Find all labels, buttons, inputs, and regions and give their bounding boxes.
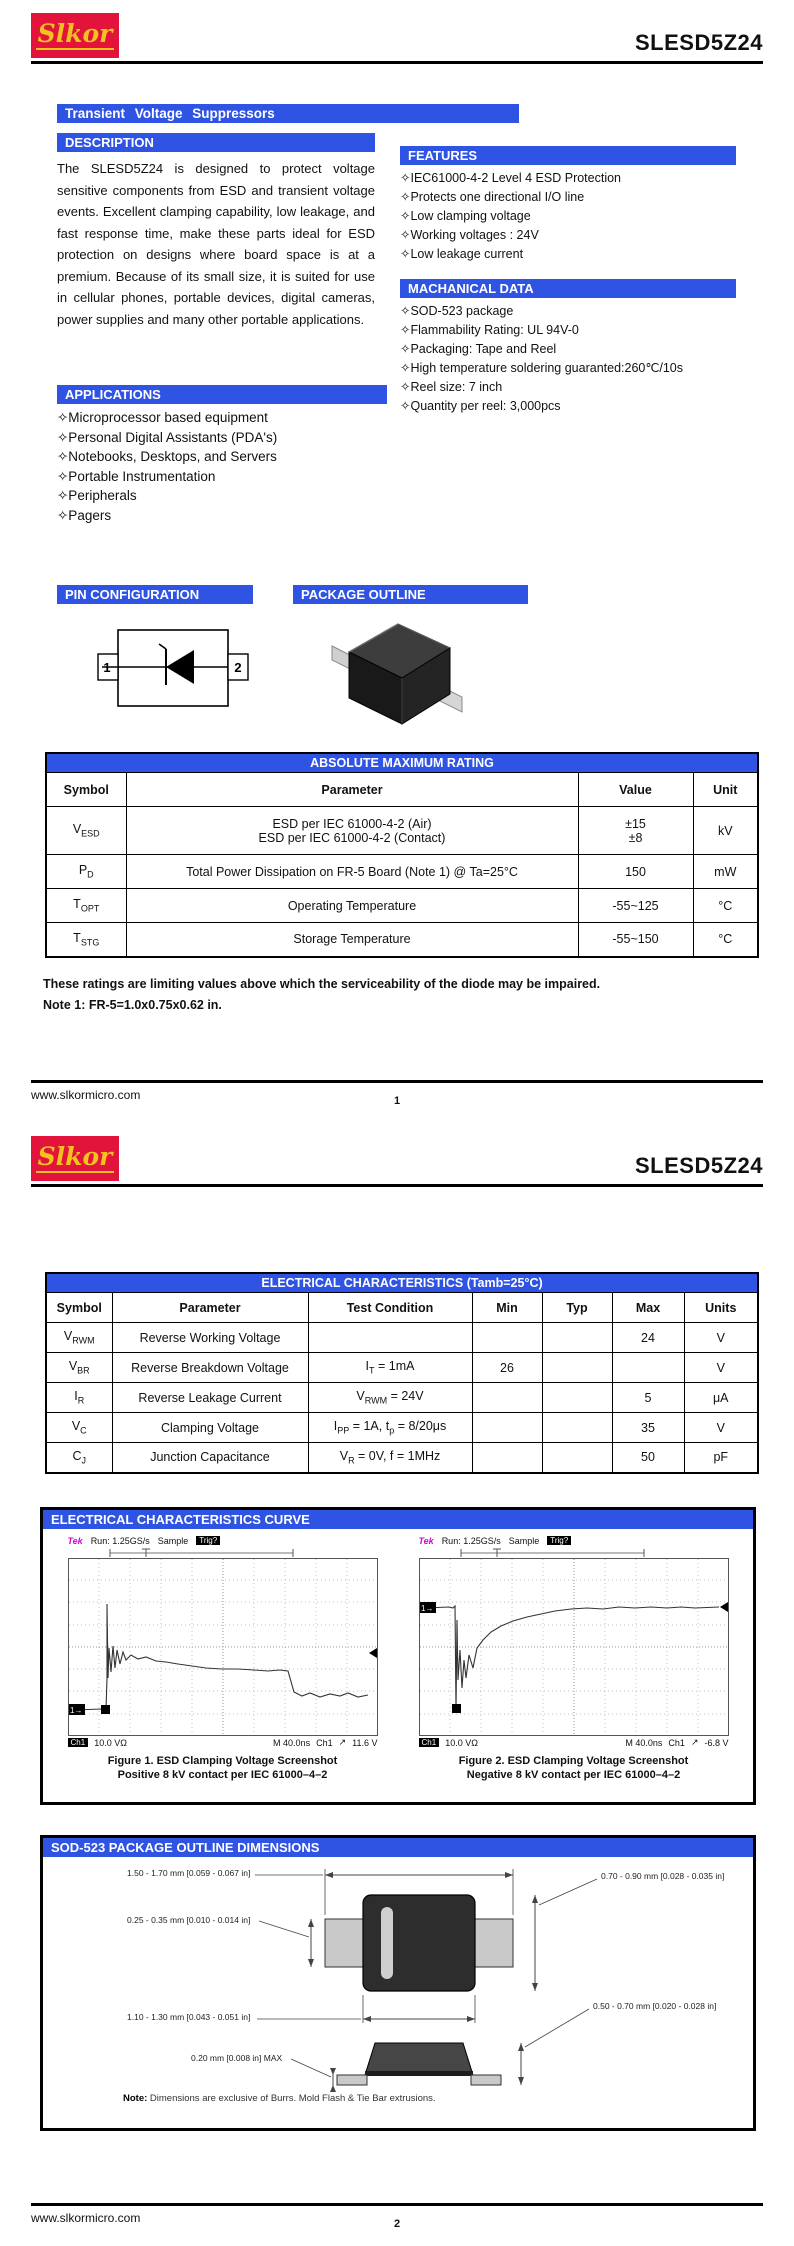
symbol-cell: $T_{STG}$	[46, 923, 126, 957]
min-cell: 26	[472, 1353, 542, 1383]
mechanical-title: MACHANICAL DATA	[400, 279, 736, 298]
absolute-maximum-rating-table	[45, 752, 759, 958]
feature-item: ✧Protects one directional I/O line	[400, 190, 585, 204]
parameter-cell: Reverse Working Voltage	[112, 1323, 308, 1353]
elec-header-typ: Typ	[542, 1293, 612, 1323]
parameter-cell: ESD per IEC 61000-4-2 (Air) ESD per IEC 61000-4-2 (Contact)	[126, 807, 578, 855]
figure-1	[53, 1534, 392, 1782]
table-row	[46, 889, 758, 923]
footer-website: www.slkormicro.com	[31, 2211, 141, 2225]
abs-header-unit: Unit	[693, 773, 758, 807]
feature-item: ✧Low leakage current	[400, 247, 524, 261]
typ-cell	[542, 1443, 612, 1473]
test-condition-cell: $V_R = 0V$, f = 1MHz	[308, 1443, 472, 1473]
abs-max-table-title: ABSOLUTE MAXIMUM RATING	[46, 753, 758, 773]
channel-marker: 1→	[69, 1706, 82, 1715]
footer-rule	[31, 1080, 763, 1083]
trigger-slope-icon: ↗	[690, 1737, 699, 1747]
elec-header-symbol: Symbol	[46, 1293, 112, 1323]
scope-trigger-level: -6.8 V	[704, 1737, 729, 1748]
feature-item: ✧Low clamping voltage	[400, 209, 531, 223]
feature-item: ✧IEC61000-4-2 Level 4 ESD Protection	[400, 171, 622, 185]
package-dimensions-section	[40, 1835, 756, 2131]
table-row	[46, 1353, 758, 1383]
oscilloscope-graticule-fig1	[68, 1558, 378, 1736]
min-cell	[472, 1413, 542, 1443]
characteristics-curve-section	[40, 1507, 756, 1805]
trigger-position-bar	[419, 1547, 729, 1558]
scope-trig-status: Trig?	[547, 1536, 571, 1545]
figure-1-caption: Figure 1. ESD Clamping Voltage Screenshot Positive 8 kV contact per IEC 61000–4–2	[107, 1755, 338, 1781]
scope-header	[419, 1534, 729, 1547]
applications-list	[57, 408, 387, 525]
table-row	[46, 1413, 758, 1443]
mechanical-list	[400, 302, 736, 416]
package-dimensions-drawing	[43, 1857, 753, 2115]
application-item: ✧Microprocessor based equipment	[57, 410, 268, 425]
features-list	[400, 169, 736, 264]
symbol-cell: $T_{OPT}$	[46, 889, 126, 923]
application-item: ✧Notebooks, Desktops, and Servers	[57, 449, 277, 464]
symbol-cell: $V_{ESD}$	[46, 807, 126, 855]
oscilloscope-graticule-fig2	[419, 1558, 729, 1736]
value-cell: -55~125	[578, 889, 693, 923]
typ-cell	[542, 1383, 612, 1413]
scope-trig-status: Trig?	[196, 1536, 220, 1545]
test-condition-cell: $I_T = 1mA$	[308, 1353, 472, 1383]
table-row	[46, 923, 758, 957]
application-item: ✧Pagers	[57, 507, 112, 523]
typ-cell	[542, 1323, 612, 1353]
features-section	[400, 146, 736, 416]
subtitle-banner: Transient Voltage Suppressors	[57, 104, 519, 123]
package-dimensions-title: SOD-523 PACKAGE OUTLINE DIMENSIONS	[43, 1838, 753, 1857]
page-2	[0, 1123, 794, 2246]
figure-2-caption: Figure 2. ESD Clamping Voltage Screenshot Negative 8 kV contact per IEC 61000–4–2	[458, 1755, 689, 1781]
max-cell: 5	[612, 1383, 684, 1413]
scope-scale-readout	[68, 1736, 378, 1749]
description-body: The SLESD5Z24 is designed to protect voltage sensitive components from ESD and transient voltage events. Excellent clamping capability, low leakage, and fast response time, make these parts ideal for ESD protection on designs where board space is at a premium. Because of its small size, it is suited for use in cellular phones, portable devices, digital cameras, power supplies and many other portable applications.	[57, 161, 375, 327]
header-rule	[31, 1184, 763, 1187]
abs-header-symbol: Symbol	[46, 773, 126, 807]
logo-text: Slkor	[36, 1144, 115, 1173]
value-cell: ±15 ±8	[578, 807, 693, 855]
min-cell	[472, 1443, 542, 1473]
elec-header-max: Max	[612, 1293, 684, 1323]
scope-channel: Ch1	[68, 1738, 89, 1747]
unit-cell: °C	[693, 889, 758, 923]
symbol-cell: $C_J$	[46, 1443, 112, 1473]
features-title: FEATURES	[400, 146, 736, 165]
logo-text: Slkor	[36, 21, 115, 50]
mechanical-item: ✧High temperature soldering guaranted:260℃/10s	[400, 361, 684, 375]
symbol-cell: $V_{RWM}$	[46, 1323, 112, 1353]
abs-header-parameter: Parameter	[126, 773, 578, 807]
footer-website: www.slkormicro.com	[31, 1088, 141, 1102]
test-condition-cell: $V_{RWM} = 24V$	[308, 1383, 472, 1413]
electrical-characteristics-table	[45, 1272, 759, 1474]
applications-title: APPLICATIONS	[57, 385, 387, 404]
scope-mode: Sample	[508, 1535, 540, 1546]
units-cell: pF	[684, 1443, 758, 1473]
package-outline-image	[322, 606, 472, 741]
scope-trigger-level: 11.6 V	[352, 1737, 378, 1748]
dim-lead-width-label: 0.25 - 0.35 mm [0.010 - 0.014 in]	[127, 1915, 251, 1925]
max-cell: 24	[612, 1323, 684, 1353]
test-condition-cell: $I_{PP} = 1A$, $t_p = 8/20\mu s$	[308, 1413, 472, 1443]
scope-header	[68, 1534, 378, 1547]
sod523-dimension-drawing	[43, 1857, 753, 2115]
units-cell: V	[684, 1353, 758, 1383]
description-title: DESCRIPTION	[57, 133, 375, 152]
application-item: ✧Personal Digital Assistants (PDA's)	[57, 429, 278, 445]
scope-run-rate: Run: 1.25GS/s	[90, 1535, 150, 1546]
figure-2	[404, 1534, 743, 1782]
symbol-cell: $V_C$	[46, 1413, 112, 1443]
application-item: ✧Peripherals	[57, 488, 137, 503]
symbol-cell: $I_R$	[46, 1383, 112, 1413]
page-header	[31, 10, 763, 64]
dim-body-height-label: 0.70 - 0.90 mm [0.028 - 0.035 in]	[601, 1871, 725, 1881]
dim-body-width-label: 0.50 - 0.70 mm [0.020 - 0.028 in]	[593, 2001, 717, 2011]
table-row	[46, 1323, 758, 1353]
pin1-label: 1	[103, 660, 111, 675]
value-cell: 150	[578, 855, 693, 889]
max-cell	[612, 1353, 684, 1383]
mechanical-item: ✧Packaging: Tape and Reel	[400, 342, 557, 356]
parameter-cell: Junction Capacitance	[112, 1443, 308, 1473]
pin-configuration-diagram	[88, 622, 268, 722]
slkor-logo	[31, 1136, 119, 1181]
description-section	[57, 133, 375, 330]
curve-section-title: ELECTRICAL CHARACTERISTICS CURVE	[43, 1510, 753, 1529]
elec-header-units: Units	[684, 1293, 758, 1323]
scope-time-scale: M 40.0ns	[273, 1737, 311, 1748]
mechanical-item: ✧Quantity per reel: 3,000pcs	[400, 399, 561, 413]
parameter-cell: Operating Temperature	[126, 889, 578, 923]
scope-volt-scale: 10.0 VΩ	[445, 1737, 478, 1748]
page-number: 2	[393, 2218, 401, 2230]
abs-header-value: Value	[578, 773, 693, 807]
parameter-cell: Reverse Leakage Current	[112, 1383, 308, 1413]
trigger-slope-icon: ↗	[338, 1737, 347, 1747]
scope-mode: Sample	[157, 1535, 189, 1546]
elec-header-parameter: Parameter	[112, 1293, 308, 1323]
typ-cell	[542, 1353, 612, 1383]
dim-overall-width-label: 1.50 - 1.70 mm [0.059 - 0.067 in]	[127, 1868, 251, 1878]
dim-body-length-label: 1.10 - 1.30 mm [0.043 - 0.051 in]	[127, 2012, 251, 2022]
mechanical-item: ✧Flammability Rating: UL 94V-0	[400, 323, 579, 337]
symbol-cell: $V_{BR}$	[46, 1353, 112, 1383]
elec-header-test-condition: Test Condition	[308, 1293, 472, 1323]
scope-time-scale: M 40.0ns	[625, 1737, 663, 1748]
test-condition-cell	[308, 1323, 472, 1353]
slkor-logo	[31, 13, 119, 58]
table-row	[46, 1443, 758, 1473]
scope-channel: Ch1	[419, 1738, 440, 1747]
trigger-position-bar	[68, 1547, 378, 1558]
table-row	[46, 855, 758, 889]
parameter-cell: Reverse Breakdown Voltage	[112, 1353, 308, 1383]
mechanical-item: ✧SOD-523 package	[400, 304, 514, 318]
elec-header-min: Min	[472, 1293, 542, 1323]
sod523-3d-render	[322, 606, 472, 736]
units-cell: V	[684, 1323, 758, 1353]
scope-trigger-channel: Ch1	[668, 1737, 685, 1748]
footer-rule	[31, 2203, 763, 2206]
applications-section	[57, 385, 387, 525]
parameter-cell: Storage Temperature	[126, 923, 578, 957]
parameter-cell: Total Power Dissipation on FR-5 Board (Note 1) @ Ta=25°C	[126, 855, 578, 889]
unit-cell: °C	[693, 923, 758, 957]
unit-cell: mW	[693, 855, 758, 889]
units-cell: V	[684, 1413, 758, 1443]
table-row	[46, 1383, 758, 1413]
note-1: Note 1: FR-5=1.0x0.75x0.62 in.	[43, 998, 222, 1012]
max-cell: 50	[612, 1443, 684, 1473]
page-header	[31, 1133, 763, 1187]
min-cell	[472, 1323, 542, 1353]
package-outline-title: PACKAGE OUTLINE	[293, 585, 528, 604]
page-number: 1	[393, 1095, 401, 1107]
part-number-title: SLESD5Z24	[635, 30, 763, 55]
tek-logo-text: Tek	[418, 1535, 434, 1546]
mechanical-item: ✧Reel size: 7 inch	[400, 380, 503, 394]
channel-marker: 1→	[420, 1604, 433, 1613]
max-cell: 35	[612, 1413, 684, 1443]
dim-standoff-label: 0.20 mm [0.008 in] MAX	[191, 2053, 283, 2063]
value-cell: -55~150	[578, 923, 693, 957]
table-row	[46, 807, 758, 855]
tek-logo-text: Tek	[67, 1535, 83, 1546]
pin2-label: 2	[234, 660, 242, 675]
units-cell: μA	[684, 1383, 758, 1413]
ratings-note: These ratings are limiting values above which the serviceability of the diode may be impaired.	[43, 977, 601, 991]
application-item: ✧Portable Instrumentation	[57, 468, 216, 484]
symbol-cell: $P_D$	[46, 855, 126, 889]
diode-schematic-drawing	[88, 622, 268, 717]
scope-run-rate: Run: 1.25GS/s	[441, 1535, 501, 1546]
scope-volt-scale: 10.0 VΩ	[94, 1737, 127, 1748]
unit-cell: kV	[693, 807, 758, 855]
dimensions-note: Note: Dimensions are exclusive of Burrs. Mold Flash & Tie Bar extrusions.	[123, 2093, 436, 2104]
header-rule	[31, 61, 763, 64]
min-cell	[472, 1383, 542, 1413]
scope-trigger-channel: Ch1	[316, 1737, 333, 1748]
part-number-title: SLESD5Z24	[635, 1153, 763, 1178]
typ-cell	[542, 1413, 612, 1443]
parameter-cell: Clamping Voltage	[112, 1413, 308, 1443]
elec-table-title: ELECTRICAL CHARACTERISTICS (Tamb=25°C)	[46, 1273, 758, 1293]
feature-item: ✧Working voltages : 24V	[400, 228, 539, 242]
scope-scale-readout	[419, 1736, 729, 1749]
pin-configuration-title: PIN CONFIGURATION	[57, 585, 253, 604]
